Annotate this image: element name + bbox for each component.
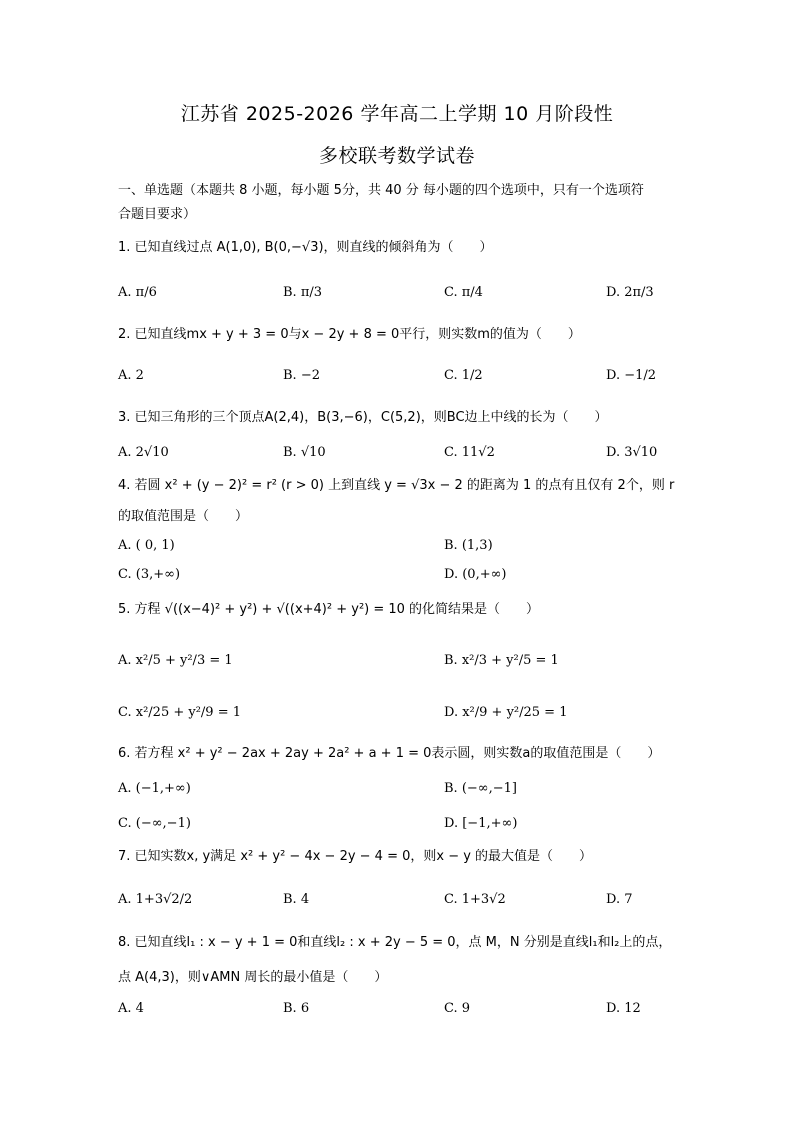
question-8-option-d: D. 12 <box>606 1001 641 1016</box>
question-2-option-d: D. −1/2 <box>606 368 657 383</box>
question-6-option-a: A. (−1,+∞) <box>118 781 191 796</box>
question-2-option-c: C. 1/2 <box>444 368 483 383</box>
question-6-option-d: D. [−1,+∞) <box>444 816 518 831</box>
question-7-option-b: B. 4 <box>283 892 310 907</box>
exam-title-line-2: 多校联考数学试卷 <box>318 145 475 167</box>
section-heading-line-1: 一、单选题（本题共 8 小题，每小题 5分，共 40 分 每小题的四个选项中，只有一个选项符 <box>118 183 644 198</box>
question-4-stem-continued: 的取值范围是（ ） <box>118 509 249 524</box>
question-1-option-c: C. π/4 <box>444 285 483 300</box>
question-1-option-b: B. π/3 <box>283 285 323 300</box>
question-8-option-b: B. 6 <box>283 1001 310 1016</box>
question-6-stem: 6. 若方程 x² + y² − 2ax + 2ay + 2a² + a + 1 = 0表示圆，则实数a的取值范围是（ ） <box>118 746 661 761</box>
question-7-option-c: C. 1+3√2 <box>444 892 506 907</box>
exam-title-line-1: 江苏省 2025-2026 学年高二上学期 10 月阶段性 <box>180 103 614 125</box>
question-3-stem: 3. 已知三角形的三个顶点A(2,4)，B(3,−6)，C(5,2)，则BC边上中线的长为（ ） <box>118 410 608 425</box>
question-5-option-c: C. x²/25 + y²/9 = 1 <box>118 705 242 720</box>
question-1-stem: 1. 已知直线过点 A(1,0), B(0,−√3)，则直线的倾斜角为（ ） <box>118 240 493 255</box>
question-1-option-a: A. π/6 <box>118 285 157 300</box>
question-8-stem-continued: 点 A(4,3)，则∨AMN 周长的最小值是（ ） <box>118 970 388 985</box>
question-8-stem: 8. 已知直线l₁ : x − y + 1 = 0和直线l₂ : x + 2y − 5 = 0，点 M，N 分别是直线l₁和l₂上的点， <box>118 935 672 950</box>
question-3-option-b: B. √10 <box>283 445 326 460</box>
question-1-option-d: D. 2π/3 <box>606 285 654 300</box>
question-3-option-a: A. 2√10 <box>118 445 169 460</box>
question-4-option-b: B. (1,3) <box>444 538 493 553</box>
question-6-option-b: B. (−∞,−1] <box>444 781 517 796</box>
question-4-option-c: C. (3,+∞) <box>118 567 181 582</box>
section-heading-line-2: 合题目要求） <box>118 207 197 222</box>
question-7-option-a: A. 1+3√2/2 <box>118 892 193 907</box>
question-2-option-b: B. −2 <box>283 368 320 383</box>
question-5-option-a: A. x²/5 + y²/3 = 1 <box>118 653 233 668</box>
question-2-stem: 2. 已知直线mx + y + 3 = 0与x − 2y + 8 = 0平行，则实数m的值为（ ） <box>118 327 581 342</box>
question-6-option-c: C. (−∞,−1) <box>118 816 191 831</box>
question-3-option-c: C. 11√2 <box>444 445 495 460</box>
question-4-option-d: D. (0,+∞) <box>444 567 507 582</box>
question-8-option-a: A. 4 <box>118 1001 144 1016</box>
question-8-option-c: C. 9 <box>444 1001 471 1016</box>
question-5-stem: 5. 方程 √((x−4)² + y²) + √((x+4)² + y²) = 10 的化简结果是（ ） <box>118 602 540 617</box>
question-2-option-a: A. 2 <box>118 368 144 383</box>
question-5-option-d: D. x²/9 + y²/25 = 1 <box>444 705 568 720</box>
question-7-option-d: D. 7 <box>606 892 633 907</box>
question-4-option-a: A. ( 0, 1) <box>118 538 175 553</box>
question-4-stem: 4. 若圆 x² + (y − 2)² = r² (r > 0) 上到直线 y = √3x − 2 的距离为 1 的点有且仅有 2个，则 r <box>118 478 675 493</box>
question-7-stem: 7. 已知实数x, y满足 x² + y² − 4x − 2y − 4 = 0，则x − y 的最大值是（ ） <box>118 849 593 864</box>
question-3-option-d: D. 3√10 <box>606 445 658 460</box>
question-5-option-b: B. x²/3 + y²/5 = 1 <box>444 653 559 668</box>
